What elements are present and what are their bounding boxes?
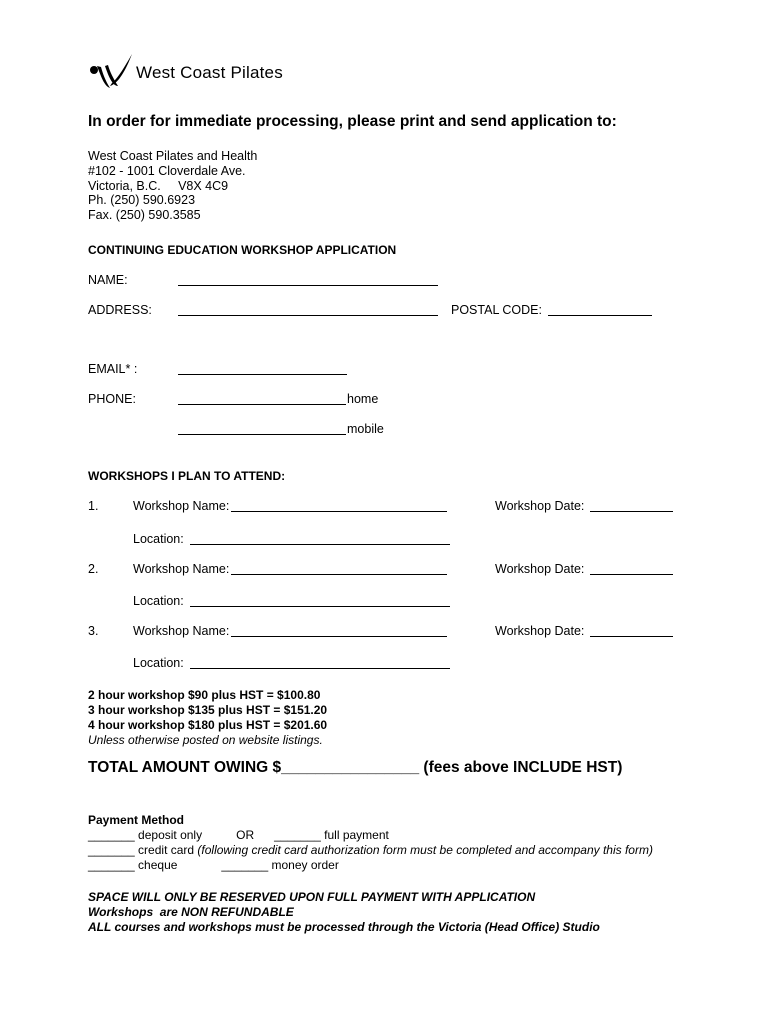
fee-line: 4 hour workshop $180 plus HST = $201.60: [88, 718, 328, 732]
address-line: Fax. (250) 590.3585: [88, 208, 201, 223]
money-order-label: money order: [268, 858, 339, 872]
or-label: OR: [236, 828, 255, 842]
workshop-number: 2.: [88, 562, 99, 576]
deposit-label: deposit only: [134, 828, 203, 842]
fee-schedule: [88, 688, 327, 748]
address-label: ADDRESS:: [88, 303, 152, 317]
address-line: #102 - 1001 Cloverdale Ave.: [88, 163, 246, 178]
workshop-number: 1.: [88, 499, 99, 513]
workshop-name-label: Workshop Name:: [133, 562, 230, 576]
full-payment-blank[interactable]: _______: [274, 828, 321, 842]
workshop-date-label: Workshop Date:: [495, 562, 585, 576]
phone-mobile-field[interactable]: [178, 434, 346, 435]
workshop-name-field[interactable]: [231, 636, 447, 637]
payment-method: [88, 813, 653, 873]
workshop-name-field[interactable]: [231, 574, 447, 575]
credit-card-label: credit card: [134, 843, 198, 857]
phone-home-field[interactable]: [178, 404, 346, 405]
address-line: Ph. (250) 590.6923: [88, 193, 196, 208]
total-amount-owing: [88, 759, 622, 777]
workshop-date-label: Workshop Date:: [495, 624, 585, 638]
form-title: CONTINUING EDUCATION WORKSHOP APPLICATION: [88, 243, 397, 257]
phone-mobile-label: mobile: [347, 422, 384, 436]
mailing-address: [88, 149, 257, 223]
payment-title: Payment Method: [88, 813, 185, 827]
credit-card-blank[interactable]: _______: [88, 843, 135, 857]
name-label: NAME:: [88, 273, 128, 287]
email-field[interactable]: [178, 374, 347, 375]
workshop-date-field[interactable]: [590, 574, 673, 575]
workshop-location-field[interactable]: [190, 606, 450, 607]
workshop-number: 3.: [88, 624, 99, 638]
address-line: Victoria, B.C. V8X 4C9: [88, 178, 229, 193]
workshop-date-field[interactable]: [590, 511, 673, 512]
cheque-label: cheque: [134, 858, 178, 872]
workshop-location-label: Location:: [133, 532, 184, 546]
logo-name: West Coast Pilates: [136, 63, 283, 82]
notice-line: ALL courses and workshops must be processed through the Victoria (Head Office) Studio: [88, 920, 600, 934]
workshop-location-label: Location:: [133, 594, 184, 608]
page-heading: In order for immediate processing, please print and send application to:: [88, 113, 617, 130]
fee-line: 3 hour workshop $135 plus HST = $151.20: [88, 703, 328, 717]
fee-note: Unless otherwise posted on website listings.: [88, 733, 323, 747]
workshop-name-label: Workshop Name:: [133, 499, 230, 513]
workshop-location-field[interactable]: [190, 668, 450, 669]
notice-line: SPACE WILL ONLY BE RESERVED UPON FULL PAYMENT WITH APPLICATION: [88, 890, 536, 904]
total-label: TOTAL AMOUNT OWING $: [88, 759, 282, 776]
fee-line: 2 hour workshop $90 plus HST = $100.80: [88, 688, 321, 702]
address-field[interactable]: [178, 315, 438, 316]
workshop-location-field[interactable]: [190, 544, 450, 545]
postal-code-field[interactable]: [548, 315, 652, 316]
important-notices: [88, 890, 600, 935]
swoosh-logo-icon: [88, 50, 134, 94]
total-amount-field[interactable]: ________________: [281, 759, 420, 776]
postal-code-label: POSTAL CODE:: [451, 303, 542, 317]
notice-line: Workshops are NON REFUNDABLE: [88, 905, 294, 919]
credit-card-note: (following credit card authorization form must be completed and accompany this form): [197, 843, 653, 857]
full-payment-label: full payment: [320, 828, 389, 842]
total-suffix: (fees above INCLUDE HST): [419, 759, 623, 776]
workshops-title: WORKSHOPS I PLAN TO ATTEND:: [88, 469, 286, 483]
deposit-blank[interactable]: _______: [88, 828, 135, 842]
email-label: EMAIL* :: [88, 362, 138, 376]
workshop-date-label: Workshop Date:: [495, 499, 585, 513]
workshop-name-label: Workshop Name:: [133, 624, 230, 638]
address-line: West Coast Pilates and Health: [88, 149, 258, 163]
workshop-date-field[interactable]: [590, 636, 673, 637]
workshop-name-field[interactable]: [231, 511, 447, 512]
phone-label: PHONE:: [88, 392, 136, 406]
workshop-location-label: Location:: [133, 656, 184, 670]
cheque-blank[interactable]: _______: [88, 858, 135, 872]
name-field[interactable]: [178, 285, 438, 286]
phone-home-label: home: [347, 392, 379, 406]
money-order-blank[interactable]: _______: [221, 858, 269, 872]
